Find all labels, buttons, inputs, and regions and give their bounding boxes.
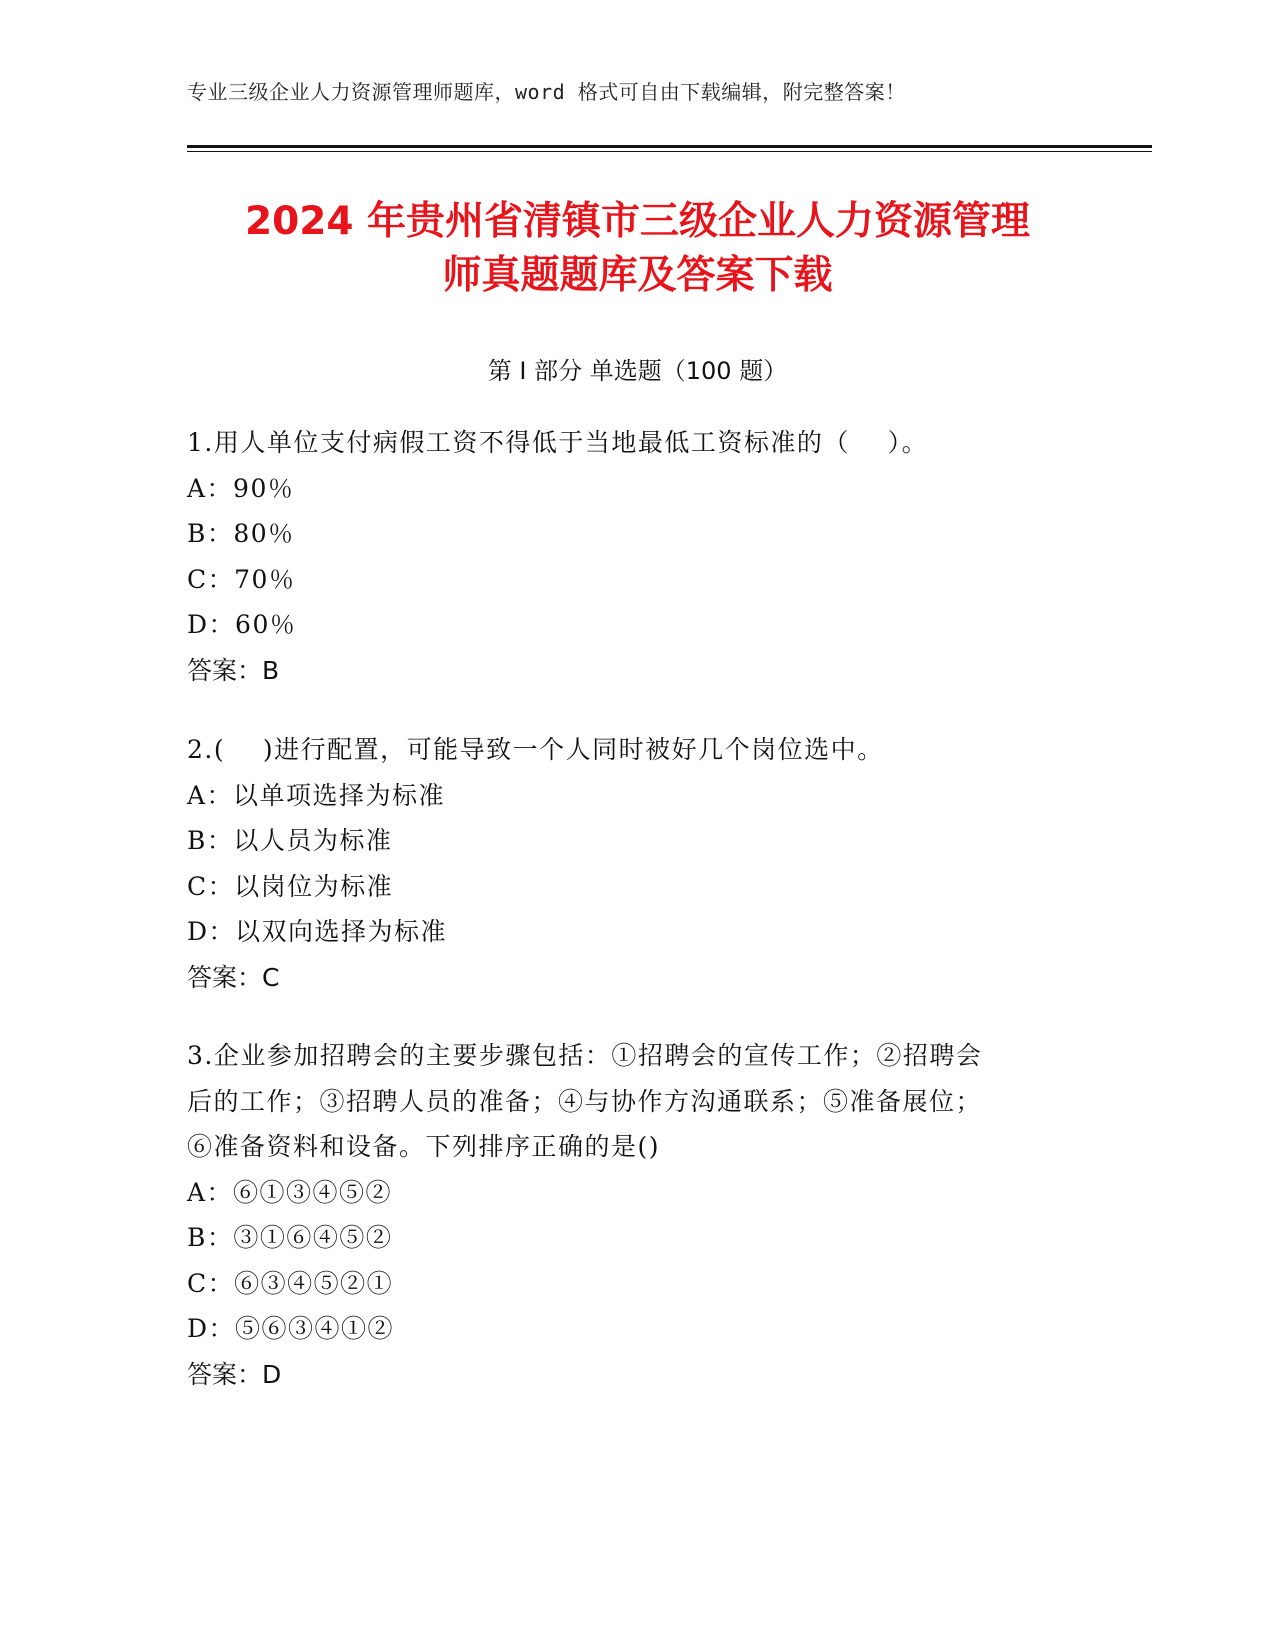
section-heading: 第 I 部分 单选题（100 题） [487, 357, 788, 385]
option-b: B：80％ [187, 519, 295, 548]
header-note: 专业三级企业人力资源管理师题库，word 格式可自由下载编辑，附完整答案！ [187, 80, 906, 104]
title-line-2: 师真题题库及答案下载 [442, 253, 833, 298]
question-1 [187, 420, 1067, 693]
option-b: B：③①⑥④⑤② [187, 1223, 393, 1252]
question-stem: 1.用人单位支付病假工资不得低于当地最低工资标准的（ ）。 [187, 428, 929, 457]
document-title [100, 195, 1175, 303]
question-stem-line-2: 后的工作；③招聘人员的准备；④与协作方沟通联系；⑤准备展位； [187, 1086, 983, 1116]
option-c: C：以岗位为标准 [187, 871, 394, 901]
question-2 [187, 727, 1067, 1000]
answer: 答案：D [187, 1359, 282, 1389]
answer: 答案：B [187, 655, 280, 685]
question-3 [187, 1033, 1067, 1397]
question-stem-line-3: ⑥准备资料和设备。下列排序正确的是() [187, 1132, 661, 1161]
title-line-1: 2024 年贵州省清镇市三级企业人力资源管理 [244, 199, 1031, 244]
question-stem-line-1: 3.企业参加招聘会的主要步骤包括：①招聘会的宣传工作；②招聘会 [187, 1041, 983, 1070]
option-a: A：以单项选择为标准 [187, 780, 446, 810]
answer: 答案：C [187, 962, 280, 992]
option-d: D：60％ [187, 610, 297, 639]
option-a: A：90％ [187, 473, 295, 503]
option-c: C：70％ [187, 564, 296, 594]
option-c: C：⑥③④⑤②① [187, 1268, 394, 1298]
header-rule-thin [187, 151, 1152, 152]
option-a: A：⑥①③④⑤② [187, 1177, 393, 1207]
option-b: B：以人员为标准 [187, 826, 393, 855]
question-stem: 2.( )进行配置，可能导致一个人同时被好几个岗位选中。 [187, 735, 884, 764]
option-d: D：以双向选择为标准 [187, 917, 448, 946]
header-rule-thick [187, 145, 1152, 148]
option-d: D：⑤⑥③④①② [187, 1314, 395, 1343]
